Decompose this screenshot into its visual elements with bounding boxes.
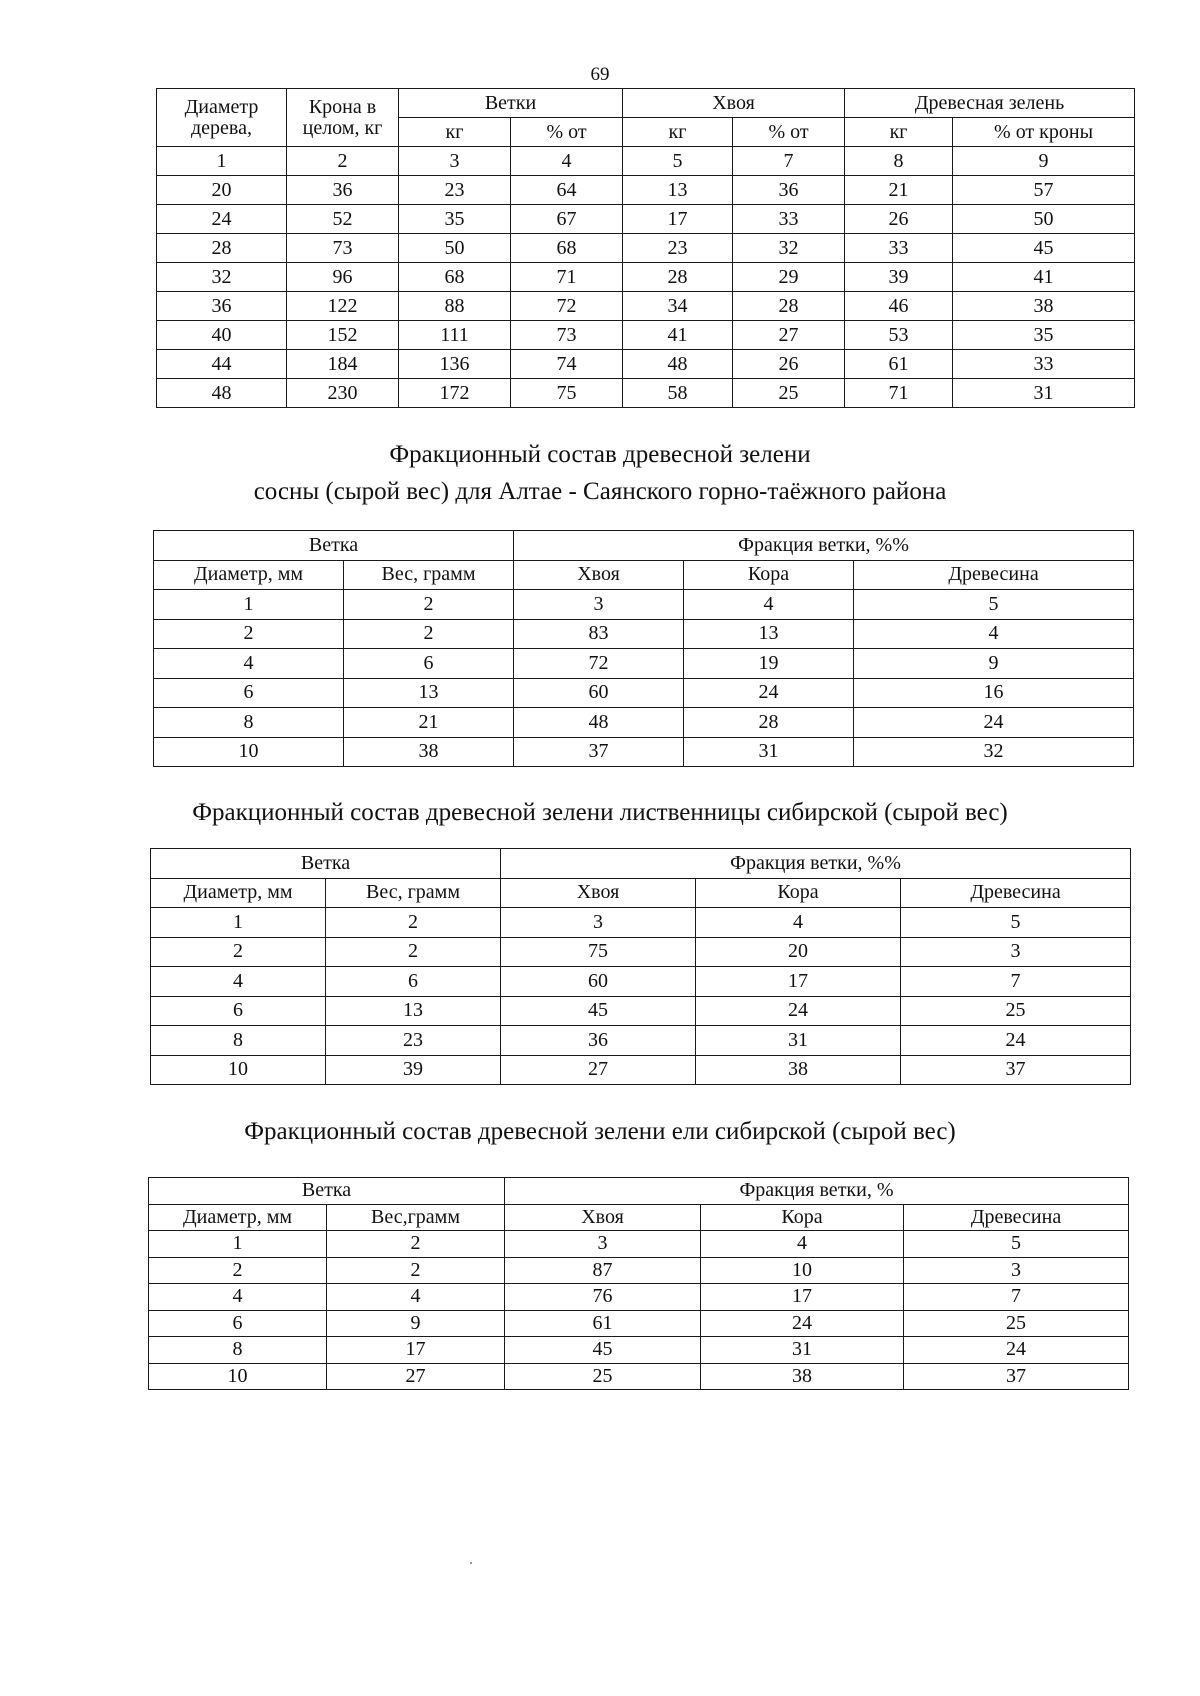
spruce-fraction-table xyxy=(148,1177,1129,1390)
table-cell: 136 xyxy=(399,350,511,379)
table-cell: 10 xyxy=(151,1055,326,1085)
table-row xyxy=(151,996,1131,1026)
table-cell: 32 xyxy=(854,737,1134,767)
table-cell: 25 xyxy=(505,1363,701,1390)
table-cell: 5 xyxy=(904,1231,1129,1258)
crown-composition-table xyxy=(156,88,1135,408)
table-cell: 4 xyxy=(511,147,623,176)
header-crown: Крона в целом, кг xyxy=(287,89,399,147)
table-cell: 50 xyxy=(953,205,1135,234)
table-cell: 35 xyxy=(399,205,511,234)
table-cell: 8 xyxy=(845,147,953,176)
table-cell: 7 xyxy=(733,147,845,176)
table-cell: 10 xyxy=(154,737,344,767)
col-bark: Кора xyxy=(696,878,901,908)
table-cell: 5 xyxy=(623,147,733,176)
header-branch: Ветка xyxy=(154,531,514,561)
table-cell: 9 xyxy=(327,1310,505,1337)
header-needles: Хвоя xyxy=(623,89,845,118)
table-cell: 9 xyxy=(953,147,1135,176)
table-cell: 2 xyxy=(344,619,514,649)
table-cell: 1 xyxy=(149,1231,327,1258)
table-cell: 39 xyxy=(845,263,953,292)
table-cell: 87 xyxy=(505,1257,701,1284)
table-cell: 40 xyxy=(157,321,287,350)
table-cell: 28 xyxy=(157,234,287,263)
table-row xyxy=(149,1337,1129,1364)
table-cell: 35 xyxy=(953,321,1135,350)
table-row xyxy=(154,649,1134,679)
column-number-row xyxy=(157,147,1135,176)
table-cell: 25 xyxy=(901,996,1131,1026)
header-fraction: Фракция ветки, %% xyxy=(501,849,1131,879)
table-cell: 152 xyxy=(287,321,399,350)
table-cell: 61 xyxy=(505,1310,701,1337)
table-cell: 31 xyxy=(701,1337,904,1364)
table-cell: 2 xyxy=(326,908,501,938)
table-cell: 5 xyxy=(901,908,1131,938)
larch-fraction-table xyxy=(150,848,1131,1085)
table-cell: 7 xyxy=(904,1284,1129,1311)
table-cell: 4 xyxy=(154,649,344,679)
col-weight: Вес, грамм xyxy=(326,878,501,908)
table-cell: 48 xyxy=(623,350,733,379)
table-cell: 19 xyxy=(684,649,854,679)
table-row xyxy=(157,321,1135,350)
table-row xyxy=(151,1055,1131,1085)
table-cell: 73 xyxy=(511,321,623,350)
table-row xyxy=(149,1231,1129,1258)
table-cell: 29 xyxy=(733,263,845,292)
table-cell: 25 xyxy=(733,379,845,408)
col-wood: Древесина xyxy=(901,878,1131,908)
table-cell: 37 xyxy=(901,1055,1131,1085)
table-row xyxy=(157,234,1135,263)
section-title-pine xyxy=(0,436,1200,510)
table-cell: 6 xyxy=(326,967,501,997)
table-row xyxy=(157,350,1135,379)
table-cell: 2 xyxy=(327,1231,505,1258)
col-diameter: Диаметр, мм xyxy=(149,1204,327,1231)
table-cell: 25 xyxy=(904,1310,1129,1337)
table-cell: 24 xyxy=(901,1026,1131,1056)
table-cell: 38 xyxy=(696,1055,901,1085)
table-row xyxy=(157,263,1135,292)
table-cell: 1 xyxy=(151,908,326,938)
table-cell: 3 xyxy=(399,147,511,176)
col-needles: Хвоя xyxy=(514,560,684,590)
col-needles: Хвоя xyxy=(501,878,696,908)
table-row xyxy=(157,292,1135,321)
table-cell: 2 xyxy=(149,1257,327,1284)
table-cell: 13 xyxy=(344,678,514,708)
table-cell: 23 xyxy=(326,1026,501,1056)
table-cell: 172 xyxy=(399,379,511,408)
table-row xyxy=(149,1257,1129,1284)
table-cell: 57 xyxy=(953,176,1135,205)
table-cell: 31 xyxy=(953,379,1135,408)
table-cell: 3 xyxy=(901,937,1131,967)
col-weight: Вес, грамм xyxy=(344,560,514,590)
table-cell: 20 xyxy=(157,176,287,205)
table-cell: 75 xyxy=(501,937,696,967)
table-cell: 45 xyxy=(505,1337,701,1364)
table-cell: 13 xyxy=(684,619,854,649)
table-cell: 7 xyxy=(901,967,1131,997)
header-diameter: Диаметр дерева, xyxy=(157,89,287,147)
pine-fraction-table xyxy=(153,530,1134,767)
table-cell: 75 xyxy=(511,379,623,408)
table-cell: 27 xyxy=(501,1055,696,1085)
table-cell: 52 xyxy=(287,205,399,234)
table-cell: 36 xyxy=(287,176,399,205)
table-cell: 26 xyxy=(733,350,845,379)
table-cell: 28 xyxy=(733,292,845,321)
table-cell: 34 xyxy=(623,292,733,321)
table-cell: 38 xyxy=(344,737,514,767)
col-needles: Хвоя xyxy=(505,1204,701,1231)
header-greenery: Древесная зелень xyxy=(845,89,1135,118)
header-branch: Ветка xyxy=(151,849,501,879)
table-cell: 21 xyxy=(344,708,514,738)
table-cell: 4 xyxy=(854,619,1134,649)
table-cell: 24 xyxy=(701,1310,904,1337)
table-cell: 27 xyxy=(733,321,845,350)
table-cell: 46 xyxy=(845,292,953,321)
table-cell: 17 xyxy=(623,205,733,234)
table-cell: 61 xyxy=(845,350,953,379)
table-cell: 6 xyxy=(344,649,514,679)
table-cell: 20 xyxy=(696,937,901,967)
subheader-greenery-pct: % от кроны xyxy=(953,118,1135,147)
table-cell: 60 xyxy=(514,678,684,708)
col-diameter: Диаметр, мм xyxy=(154,560,344,590)
title-line: Фракционный состав древесной зелени xyxy=(389,441,811,468)
table-cell: 10 xyxy=(149,1363,327,1390)
table-cell: 21 xyxy=(845,176,953,205)
table-cell: 37 xyxy=(514,737,684,767)
table-row xyxy=(149,1284,1129,1311)
table-cell: 4 xyxy=(701,1231,904,1258)
table-cell: 24 xyxy=(684,678,854,708)
table-cell: 33 xyxy=(953,350,1135,379)
table-cell: 6 xyxy=(151,996,326,1026)
table-cell: 8 xyxy=(154,708,344,738)
table-cell: 41 xyxy=(953,263,1135,292)
table-cell: 24 xyxy=(904,1337,1129,1364)
header-branches: Ветки xyxy=(399,89,623,118)
table-cell: 6 xyxy=(154,678,344,708)
table-cell: 45 xyxy=(501,996,696,1026)
section-title-larch: Фракционный состав древесной зелени лиственницы сибирской (сырой вес) xyxy=(192,799,1008,826)
table-cell: 3 xyxy=(514,590,684,620)
table-cell: 9 xyxy=(854,649,1134,679)
col-diameter: Диаметр, мм xyxy=(151,878,326,908)
table-cell: 17 xyxy=(701,1284,904,1311)
table-cell: 45 xyxy=(953,234,1135,263)
table-cell: 73 xyxy=(287,234,399,263)
table-cell: 24 xyxy=(157,205,287,234)
table-cell: 2 xyxy=(344,590,514,620)
title-line: сосны (сырой вес) для Алтае - Саянского горно-таёжного района xyxy=(253,478,947,505)
table-cell: 184 xyxy=(287,350,399,379)
table-cell: 4 xyxy=(327,1284,505,1311)
table-cell: 122 xyxy=(287,292,399,321)
table-cell: 41 xyxy=(623,321,733,350)
table-cell: 2 xyxy=(326,937,501,967)
table-cell: 4 xyxy=(696,908,901,938)
table-row xyxy=(151,967,1131,997)
table-cell: 3 xyxy=(904,1257,1129,1284)
table-cell: 72 xyxy=(511,292,623,321)
page-number: 69 xyxy=(590,64,610,85)
table-cell: 64 xyxy=(511,176,623,205)
col-bark: Кора xyxy=(684,560,854,590)
table-cell: 2 xyxy=(287,147,399,176)
table-cell: 13 xyxy=(623,176,733,205)
table-row xyxy=(151,908,1131,938)
table-cell: 26 xyxy=(845,205,953,234)
table-row xyxy=(154,619,1134,649)
table-cell: 74 xyxy=(511,350,623,379)
table-cell: 16 xyxy=(854,678,1134,708)
table-cell: 3 xyxy=(505,1231,701,1258)
table-cell: 37 xyxy=(904,1363,1129,1390)
table-cell: 33 xyxy=(733,205,845,234)
table-cell: 4 xyxy=(151,967,326,997)
table-cell: 27 xyxy=(327,1363,505,1390)
table-cell: 32 xyxy=(733,234,845,263)
table-row xyxy=(151,1026,1131,1056)
table-cell: 31 xyxy=(696,1026,901,1056)
table-cell: 24 xyxy=(696,996,901,1026)
table-cell: 60 xyxy=(501,967,696,997)
table-cell: 76 xyxy=(505,1284,701,1311)
table-cell: 31 xyxy=(684,737,854,767)
table-cell: 33 xyxy=(845,234,953,263)
table-row xyxy=(157,176,1135,205)
table-cell: 230 xyxy=(287,379,399,408)
table-row xyxy=(149,1310,1129,1337)
header-branch: Ветка xyxy=(149,1178,505,1205)
table-cell: 36 xyxy=(501,1026,696,1056)
table-cell: 72 xyxy=(514,649,684,679)
table-cell: 23 xyxy=(399,176,511,205)
table-cell: 36 xyxy=(733,176,845,205)
table-row xyxy=(151,937,1131,967)
table-row xyxy=(157,379,1135,408)
table-row xyxy=(154,737,1134,767)
table-cell: 58 xyxy=(623,379,733,408)
table-cell: 96 xyxy=(287,263,399,292)
table-cell: 8 xyxy=(151,1026,326,1056)
table-cell: 17 xyxy=(696,967,901,997)
subheader-needles-kg: кг xyxy=(623,118,733,147)
table-cell: 5 xyxy=(854,590,1134,620)
table-cell: 48 xyxy=(514,708,684,738)
subheader-branches-kg: кг xyxy=(399,118,511,147)
table-cell: 44 xyxy=(157,350,287,379)
table-cell: 24 xyxy=(854,708,1134,738)
table-row xyxy=(154,678,1134,708)
table-cell: 39 xyxy=(326,1055,501,1085)
header-fraction: Фракция ветки, % xyxy=(505,1178,1129,1205)
col-wood: Древесина xyxy=(904,1204,1129,1231)
scan-speck xyxy=(470,1562,472,1564)
table-cell: 68 xyxy=(399,263,511,292)
table-cell: 10 xyxy=(701,1257,904,1284)
table-cell: 28 xyxy=(623,263,733,292)
table-cell: 2 xyxy=(151,937,326,967)
section-title-spruce: Фракционный состав древесной зелени ели сибирской (сырой вес) xyxy=(244,1118,956,1145)
table-cell: 3 xyxy=(501,908,696,938)
table-cell: 111 xyxy=(399,321,511,350)
table-cell: 67 xyxy=(511,205,623,234)
subheader-greenery-kg: кг xyxy=(845,118,953,147)
table-cell: 6 xyxy=(149,1310,327,1337)
table-cell: 13 xyxy=(326,996,501,1026)
header-fraction: Фракция ветки, %% xyxy=(514,531,1134,561)
table-cell: 4 xyxy=(684,590,854,620)
table-cell: 38 xyxy=(701,1363,904,1390)
table-cell: 8 xyxy=(149,1337,327,1364)
table-cell: 36 xyxy=(157,292,287,321)
table-row xyxy=(157,205,1135,234)
table-cell: 2 xyxy=(154,619,344,649)
table-cell: 88 xyxy=(399,292,511,321)
table-cell: 1 xyxy=(154,590,344,620)
col-bark: Кора xyxy=(701,1204,904,1231)
table-cell: 53 xyxy=(845,321,953,350)
table-cell: 23 xyxy=(623,234,733,263)
subheader-branches-pct: % от xyxy=(511,118,623,147)
table-cell: 83 xyxy=(514,619,684,649)
table-row xyxy=(154,590,1134,620)
table-cell: 68 xyxy=(511,234,623,263)
table-cell: 4 xyxy=(149,1284,327,1311)
subheader-needles-pct: % от xyxy=(733,118,845,147)
table-cell: 38 xyxy=(953,292,1135,321)
table-cell: 28 xyxy=(684,708,854,738)
table-row xyxy=(154,708,1134,738)
table-cell: 50 xyxy=(399,234,511,263)
table-cell: 48 xyxy=(157,379,287,408)
table-row xyxy=(149,1363,1129,1390)
table-cell: 2 xyxy=(327,1257,505,1284)
col-wood: Древесина xyxy=(854,560,1134,590)
table-cell: 71 xyxy=(845,379,953,408)
table-cell: 1 xyxy=(157,147,287,176)
col-weight: Вес,грамм xyxy=(327,1204,505,1231)
table-cell: 32 xyxy=(157,263,287,292)
table-cell: 71 xyxy=(511,263,623,292)
table-cell: 17 xyxy=(327,1337,505,1364)
